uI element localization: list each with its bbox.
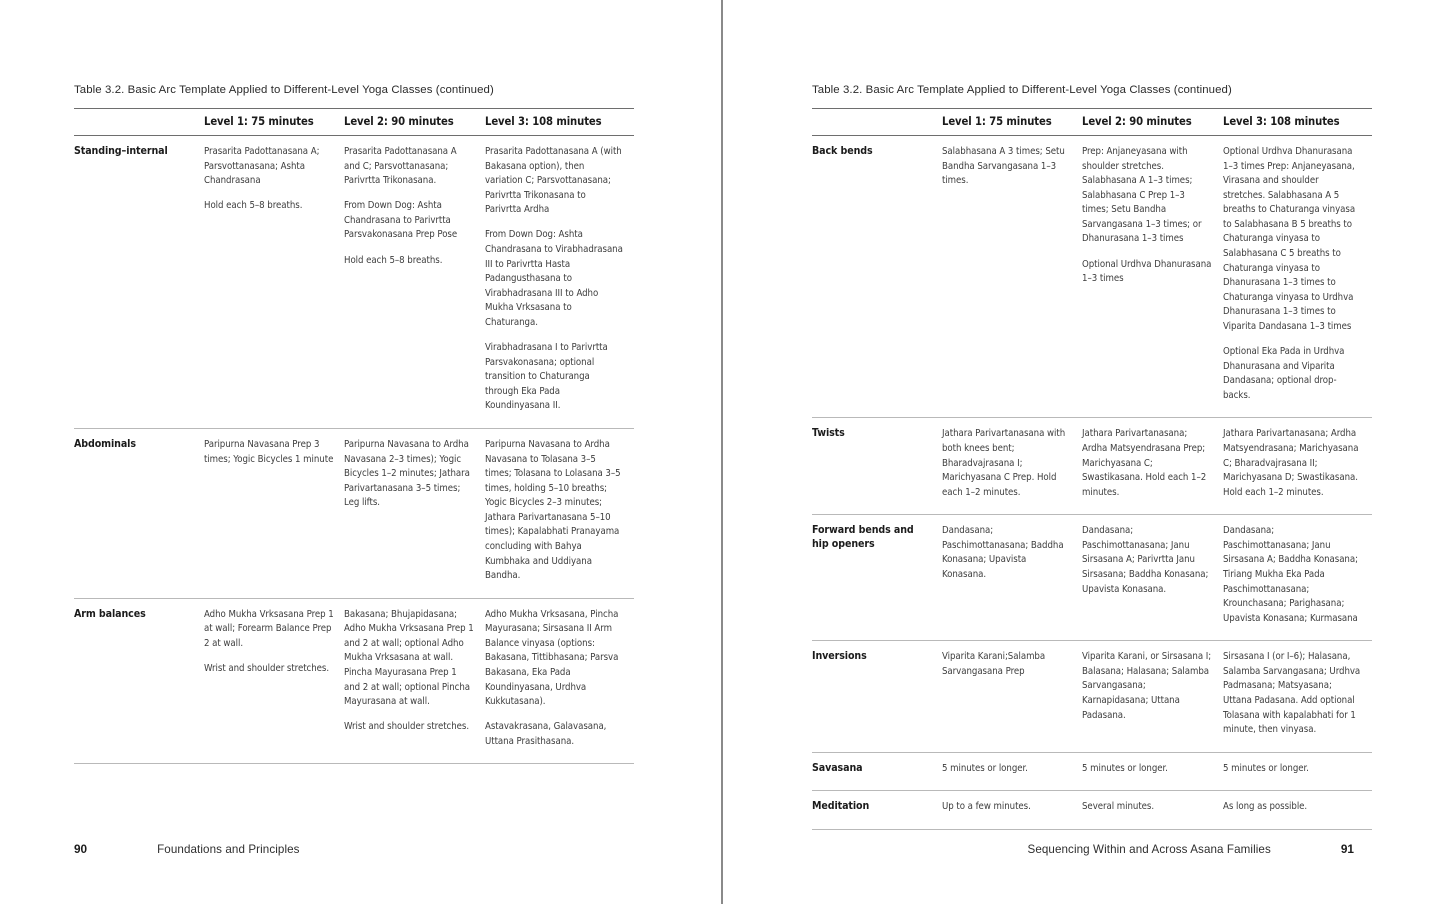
cell-paragraph: Jathara Parivartanasana with both knees bent; Bharadvajrasana I; Marichyasana C Prep. Hold each 1–2 minutes. — [942, 428, 1066, 498]
cell-paragraph: Hold each 5–8 breaths. — [204, 200, 303, 212]
right-page-footer — [1027, 842, 1354, 856]
cell-paragraph: Optional Eka Pada in Urdhva Dhanurasana and Viparita Dandasana; optional drop-backs. — [1223, 346, 1345, 401]
table-row — [812, 791, 1372, 830]
cell-paragraph: Jathara Parivartanasana; Ardha Matsyendrasana Prep; Marichyasana C; Swastikasana. Hold each 1–2 minutes. — [1082, 428, 1207, 498]
cell-paragraph: Dandasana; Paschimottanasana; Janu Sirsasana A; Parivrtta Janu Sirsasana; Baddha Konasana; Upavista Konasana. — [1082, 525, 1209, 595]
cell-level1 — [204, 428, 344, 598]
row-label: Arm balances — [74, 598, 204, 764]
cell-paragraph: Prep: Anjaneyasana with shoulder stretches. Salabhasana A 1–3 times; Salabhasana C Prep 1–3 times; Setu Bandha Sarvangasana 1–3 times; or Dhanurasana 1–3 times — [1082, 146, 1202, 245]
row-label: Inversions — [812, 641, 942, 752]
cell-paragraph: Paripurna Navasana Prep 3 times; Yogic Bicycles 1 minute — [204, 438, 334, 465]
cell-paragraph: Prasarita Padottanasana A (with Bakasana option), then variation C; Parsvottanasana; Parivrtta Trikonasana to Parivrtta Ardha — [485, 146, 622, 216]
cell-level3 — [1223, 791, 1372, 830]
cell-paragraph: Adho Mukha Vrksasana Prep 1 at wall; Forearm Balance Prep 2 at wall. — [204, 608, 334, 649]
cell-paragraph: Adho Mukha Vrksasana, Pincha Mayurasana; Sirsasana II Arm Balance vinyasa (options: Bakasana, Tittibhasana; Parsva Bakasana, Eka Pada Koundinyasana, Urdhva Kukkutasana). — [485, 608, 619, 708]
cell-level3 — [1223, 515, 1372, 641]
cell-paragraph: 5 minutes or longer. — [1223, 762, 1309, 774]
table-row — [812, 515, 1372, 641]
cell-paragraph: Paripurna Navasana to Ardha Navasana 2–3 times); Yogic Bicycles 1–2 minutes; Jathara Parivartanasana 3–5 times; Leg lifts. — [344, 438, 470, 509]
cell-paragraph: Dandasana; Paschimottanasana; Baddha Konasana; Upavista Konasana. — [942, 525, 1064, 580]
table-row — [812, 136, 1372, 418]
yoga-arc-table-left — [74, 108, 634, 764]
column-header-level-1: Level 1: 75 minutes — [942, 109, 1082, 136]
cell-level1 — [942, 791, 1082, 830]
row-label: Abdominals — [74, 428, 204, 598]
cell-level2 — [344, 598, 485, 764]
cell-paragraph: As long as possible. — [1223, 801, 1308, 813]
cell-paragraph: Virabhadrasana I to Parivrtta Parsvakonasana; optional transition to Chaturanga through Eka Pada Koundinyasana II. — [485, 342, 608, 412]
cell-level2 — [1082, 136, 1223, 418]
cell-level1 — [942, 418, 1082, 515]
table-header — [74, 109, 634, 136]
column-header-level-3: Level 3: 108 minutes — [485, 109, 634, 136]
left-page-footer — [74, 842, 300, 856]
table-header — [812, 109, 1372, 136]
cell-paragraph: 5 minutes or longer. — [1082, 762, 1168, 774]
cell-paragraph: Astavakrasana, Galavasana, Uttana Prasithasana. — [485, 721, 607, 747]
left-table-container — [74, 84, 634, 764]
column-header-blank — [812, 109, 942, 136]
cell-paragraph: Sirsasana I (or I–6); Halasana, Salamba Sarvangasana; Urdhva Padmasana; Matsyasana; Uttana Padasana. Add optional Tolasana with kapalabhati for 1 minute, then vinyasa. — [1223, 651, 1361, 736]
table-body — [812, 136, 1372, 830]
row-label: Meditation — [812, 791, 942, 830]
cell-paragraph: Prasarita Padottanasana A and C; Parsvottanasana; Parivrtta Trikonasana. — [344, 146, 457, 187]
cell-level2 — [1082, 752, 1223, 791]
cell-paragraph: Up to a few minutes. — [942, 801, 1031, 813]
row-label: Standing–internal — [74, 136, 204, 429]
table-caption: Table 3.2. Basic Arc Template Applied to Different-Level Yoga Classes (continued) — [812, 84, 1232, 96]
running-head: Sequencing Within and Across Asana Families — [1027, 843, 1271, 856]
table-row — [812, 752, 1372, 791]
cell-paragraph: Several minutes. — [1082, 801, 1155, 813]
cell-paragraph: Salabhasana A 3 times; Setu Bandha Sarvangasana 1–3 times. — [942, 146, 1065, 187]
cell-level3 — [485, 428, 634, 598]
table-caption: Table 3.2. Basic Arc Template Applied to Different-Level Yoga Classes (continued) — [74, 84, 494, 96]
cell-paragraph: Viparita Karani;Salamba Sarvangasana Prep — [942, 651, 1046, 677]
table-row — [74, 598, 634, 764]
cell-paragraph: Prasarita Padottanasana A; Parsvottanasana; Ashta Chandrasana — [204, 146, 320, 187]
cell-paragraph: Dandasana; Paschimottanasana; Janu Sirsasana A; Baddha Konasana; Tiriang Mukha Eka Pada Paschimottanasana; Krounchasana; Parighasana; Upavista Konasana; Kurmasana — [1223, 525, 1358, 624]
spread-gutter-divider — [721, 0, 723, 904]
header-row — [812, 109, 1372, 136]
column-header-level-1: Level 1: 75 minutes — [204, 109, 344, 136]
cell-paragraph: Optional Urdhva Dhanurasana 1–3 times — [1082, 258, 1212, 285]
row-label: Savasana — [812, 752, 942, 791]
page-number: 91 — [1340, 842, 1354, 856]
running-head: Foundations and Principles — [157, 843, 300, 856]
cell-paragraph: Wrist and shoulder stretches. — [204, 662, 330, 674]
cell-paragraph: 5 minutes or longer. — [942, 762, 1028, 774]
cell-level2 — [1082, 515, 1223, 641]
cell-level1 — [942, 752, 1082, 791]
right-table-container — [812, 84, 1372, 830]
cell-level1 — [942, 515, 1082, 641]
cell-paragraph: Bakasana; Bhujapidasana; Adho Mukha Vrksasana Prep 1 and 2 at wall; optional Adho Mukha Vrksasana at wall. Pincha Mayurasana Prep 1 and 2 at wall; optional Pincha Mayurasana at wall. — [344, 608, 474, 708]
cell-paragraph: From Down Dog: Ashta Chandrasana to Virabhadrasana III to Parivrtta Hasta Padangusthasana to Virabhadrasana III to Adho Mukha Vrksasana to Chaturanga. — [485, 229, 623, 328]
cell-level3 — [1223, 136, 1372, 418]
right-page — [722, 0, 1444, 904]
table-row — [812, 418, 1372, 515]
table-row — [812, 641, 1372, 752]
row-label: Back bends — [812, 136, 942, 418]
cell-paragraph: From Down Dog: Ashta Chandrasana to Parivrtta Parsvakonasana Prep Pose — [344, 200, 458, 241]
cell-paragraph: Optional Urdhva Dhanurasana 1–3 times Prep: Anjaneyasana, Virasana and shoulder stretches. Salabhasana A 5 breaths to Chaturanga vinyasa to Salabhasana B 5 breaths to Chaturanga vinyasa to Salabhasana C 5 breaths to Chaturanga vinyasa to Dhanurasana 1–3 times to Chaturanga vinyasa to Urdhva Dhanurasana 1–3 times to Viparita Dandasana 1–3 times — [1223, 146, 1356, 332]
cell-level1 — [204, 598, 344, 764]
cell-level2 — [344, 428, 485, 598]
cell-level2 — [1082, 791, 1223, 830]
cell-paragraph: Viparita Karani, or Sirsasana I; Balasana; Halasana; Salamba Sarvangasana; Karnapidasana; Uttana Padasana. — [1082, 651, 1212, 721]
column-header-level-3: Level 3: 108 minutes — [1223, 109, 1372, 136]
column-header-level-2: Level 2: 90 minutes — [1082, 109, 1223, 136]
column-header-blank — [74, 109, 204, 136]
cell-level3 — [1223, 641, 1372, 752]
cell-level2 — [344, 136, 485, 429]
row-label: Twists — [812, 418, 942, 515]
cell-level3 — [1223, 752, 1372, 791]
cell-level2 — [1082, 641, 1223, 752]
table-row — [74, 428, 634, 598]
column-header-level-2: Level 2: 90 minutes — [344, 109, 485, 136]
yoga-arc-table-right — [812, 108, 1372, 830]
cell-level3 — [485, 598, 634, 764]
cell-level2 — [1082, 418, 1223, 515]
cell-paragraph: Paripurna Navasana to Ardha Navasana to Tolasana 3–5 times; Tolasana to Lolasana 3–5 times, holding 5–10 breaths; Yogic Bicycles 2–3 minutes; Jathara Parivartanasana 5–10 times); Kapalabhati Pranayama concluding with Bahya Kumbhaka and Uddiyana Bandha. — [485, 438, 621, 582]
cell-level1 — [942, 136, 1082, 418]
header-row — [74, 109, 634, 136]
cell-level3 — [1223, 418, 1372, 515]
page-number: 90 — [74, 842, 88, 856]
cell-paragraph: Jathara Parivartanasana; Ardha Matsyendrasana; Marichyasana C; Bharadvajrasana II; Marichyasana D; Swastikasana. Hold each 1–2 minutes. — [1223, 428, 1359, 498]
table-body — [74, 136, 634, 764]
cell-level3 — [485, 136, 634, 429]
cell-paragraph: Hold each 5–8 breaths. — [344, 254, 443, 266]
left-page — [0, 0, 722, 904]
table-row — [74, 136, 634, 429]
row-label: Forward bends and hip openers — [812, 515, 942, 641]
cell-level1 — [942, 641, 1082, 752]
cell-paragraph: Wrist and shoulder stretches. — [344, 721, 470, 733]
cell-level1 — [204, 136, 344, 429]
